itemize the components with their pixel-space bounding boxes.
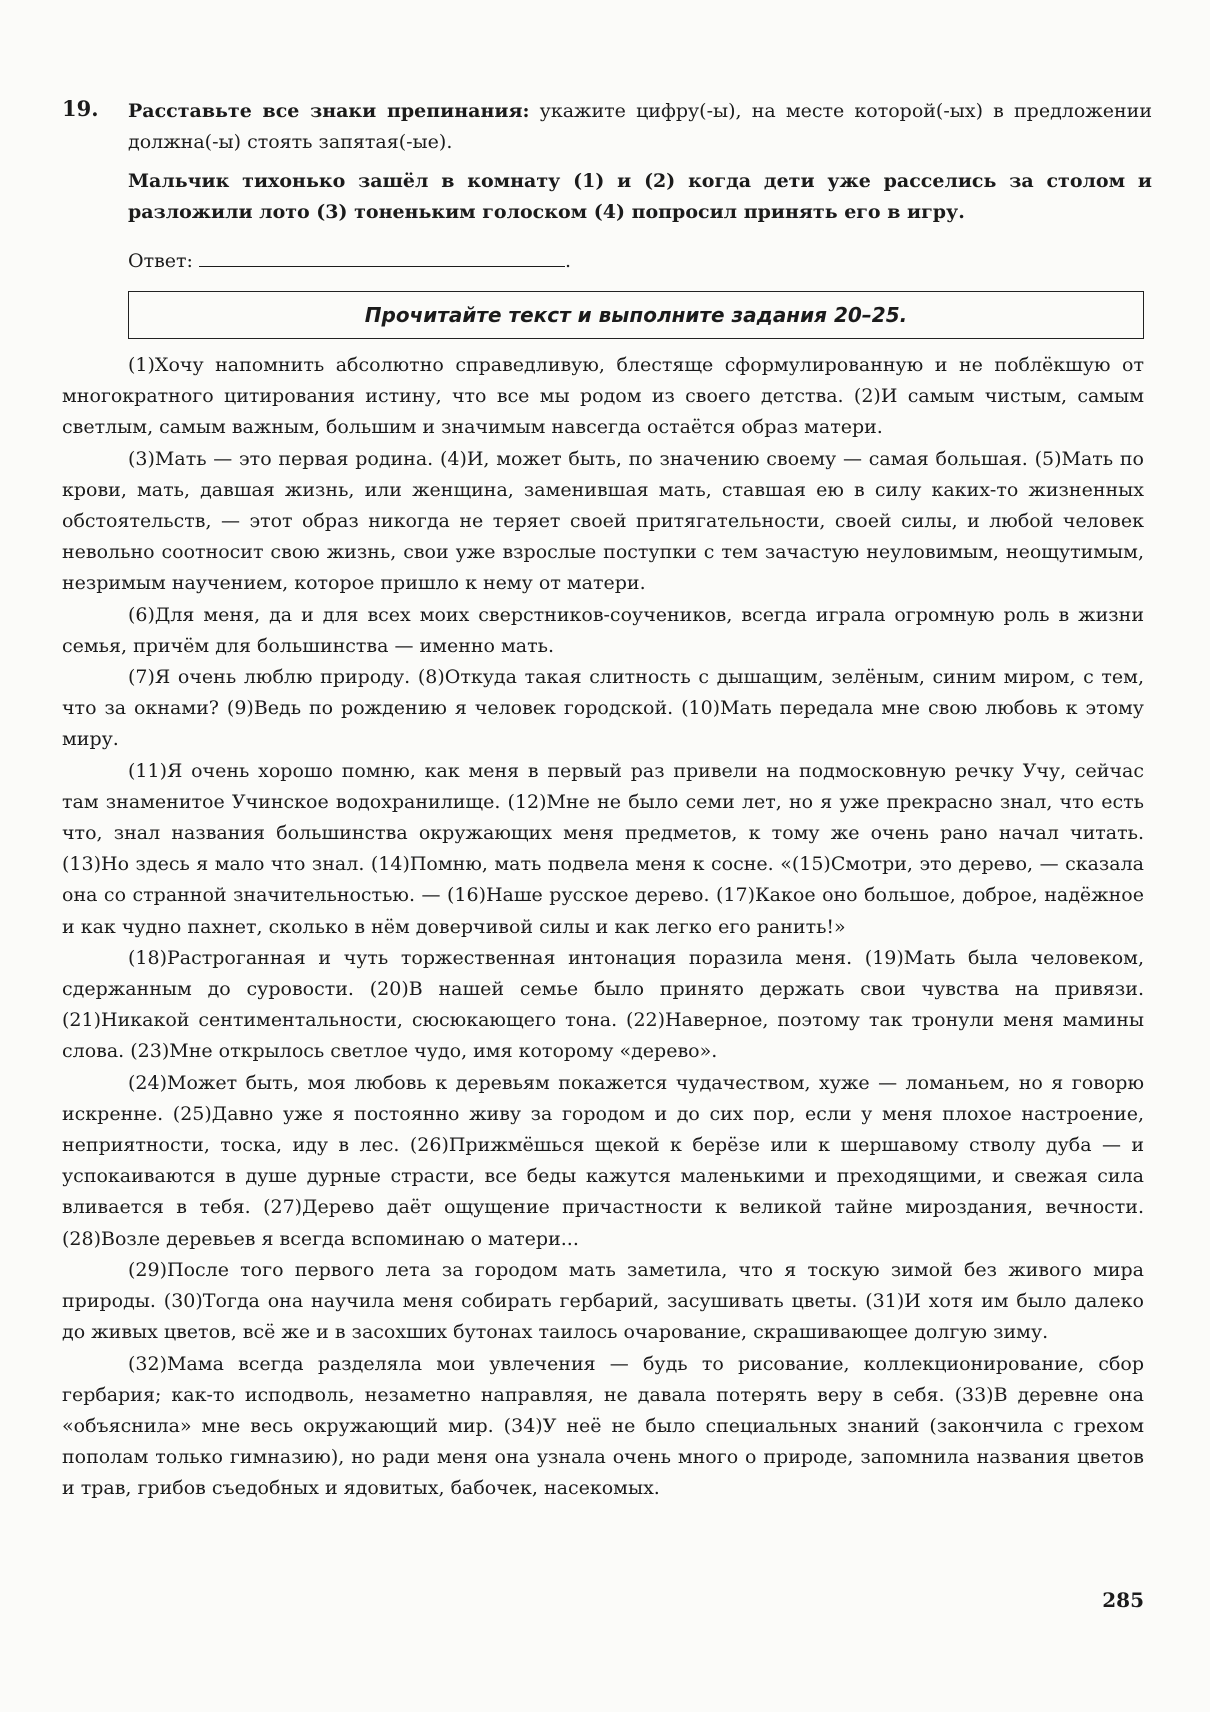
answer-label: Ответ:: [128, 250, 193, 272]
answer-end: .: [564, 250, 571, 272]
paragraph: (7)Я очень люблю природу. (8)Откуда такая слитность с дышащим, зелёным, синим миром, с тем, что за окнами? (9)Ведь по рождению я человек городской. (10)Мать передала мне свою любовь к этому миру.: [62, 666, 1144, 751]
paragraph: (29)После того первого лета за городом мать заметила, что я тоскую зимой без живого мира природы. (30)Тогда она научила меня собирать гербарий, засушивать цветы. (31)И хотя им было далеко до живых цветов, всё же и в засохших бутонах таилось очарование, скрашивающее долгую зиму.: [62, 1258, 1144, 1344]
paragraph: (1)Хочу напомнить абсолютно справедливую, блестяще сформулированную и не поблёкшую от многократного цитирования истину, что все мы родом из своего детства. (2)И самым чистым, самым светлым, самым важным, большим и значимым навсегда остаётся образ матери.: [62, 354, 1144, 439]
task-number: 19.: [62, 96, 99, 121]
task-instruction: [128, 96, 1152, 158]
frame-title: Прочитайте текст и выполните задания 20–25.: [364, 303, 908, 327]
task-19: [62, 96, 1152, 272]
paragraph: (3)Мать — это первая родина. (4)И, может быть, по значению своему — самая большая. (5)Мать по крови, мать, давшая жизнь, или женщина, заменившая мать, ставшая ею в силу каких-то жизненных обстоятельств, — этот образ никогда не теряет своей притягательности, своей силы, и любой человек невольно соотносит свою жизнь, свои уже взрослые поступки с тем зачастую неуловимым, неощутимым, незримым научением, которое пришло к нему от матери.: [62, 447, 1144, 595]
paragraph: (32)Мама всегда разделяла мои увлечения — будь то рисование, коллекционирование, сбор гербария; как-то исподволь, незаметно направляя, не давала потерять веру в себя. (33)В деревне она «объяснила» мне весь окружающий мир. (34)У неё не было специальных знаний (закончила с грехом пополам только гимназию), но ради меня она узнала очень много о природе, запомнила названия цветов и трав, грибов съедобных и ядовитых, бабочек, насекомых.: [62, 1352, 1144, 1500]
paragraph: (6)Для меня, да и для всех моих сверстников-соучеников, всегда играла огромную роль в жизни семья, причём для большинства — именно мать.: [62, 603, 1144, 657]
paragraph: (11)Я очень хорошо помню, как меня в первый раз привели на подмосковную речку Учу, сейчас там знаменитое Учинское водохранилище. (12)Мне не было семи лет, но я уже прекрасно знал, что есть что, знал названия большинства окружающих меня предметов, к тому же очень рано начал читать. (13)Но здесь я мало что знал. (14)Помню, мать подвела меня к сосне. «(15)Смотри, это дерево, — сказала она со странной значительностью. — (16)Наше русское дерево. (17)Какое оно большое, доброе, надёжное и как чудно пахнет, сколько в нём доверчивой силы и как легко его ранить!»: [62, 759, 1144, 938]
instruction-frame: [128, 291, 1144, 339]
task-body: [128, 96, 1152, 272]
reading-text: [62, 350, 1144, 1505]
instruction-bold: Расставьте все знаки препинания:: [128, 100, 530, 122]
page-number: 285: [1102, 1588, 1144, 1612]
task-sentence: Мальчик тихонько зашёл в комнату (1) и (2) когда дети уже расселись за столом и разложили лото (3) тоненьким голоском (4) попросил принять его в игру.: [128, 170, 1152, 223]
paragraph: (18)Растроганная и чуть торжественная интонация поразила меня. (19)Мать была человеком, сдержанным до суровости. (20)В нашей семье было принято держать свои чувства на привязи. (21)Никакой сентиментальности, сюсюкающего тона. (22)Наверное, поэтому так тронули меня мамины слова. (23)Мне открылось светлое чудо, имя которому «дерево».: [62, 946, 1144, 1063]
instruction-rest: укажите цифру(-ы), на месте которой(-ых) в предложении должна(-ы) стоять запятая(-ые).: [128, 100, 1152, 153]
paragraph: (24)Может быть, моя любовь к деревьям покажется чудачеством, хуже — ломаньем, но я говорю искренне. (25)Давно уже я постоянно живу за городом и до сих пор, если у меня плохое настроение, неприятности, тоска, иду в лес. (26)Прижмёшься щекой к берёзе или к шершавому стволу дуба — и успокаиваются в душе дурные страсти, все беды кажутся маленькими и преходящими, и свежая сила вливается в тебя. (27)Дерево даёт ощущение причастности к великой тайне мироздания, вечности. (28)Возле деревьев я всегда вспоминаю о матери...: [62, 1071, 1144, 1250]
answer-row: [128, 248, 1152, 272]
answer-field[interactable]: [199, 248, 565, 267]
